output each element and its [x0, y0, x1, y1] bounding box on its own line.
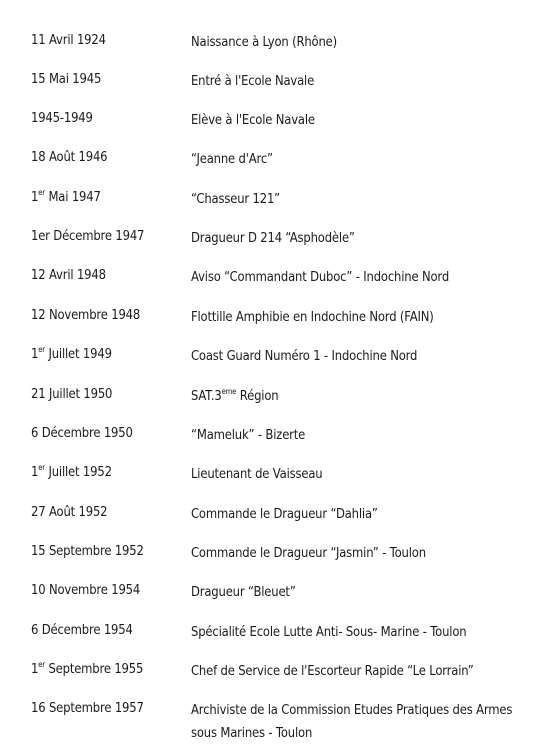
entry-date: 27 Août 1952 — [31, 504, 108, 520]
entry-date: 15 Mai 1945 — [31, 71, 102, 87]
entry-event: Aviso “Commandant Duboc” - Indochine Nord — [191, 269, 450, 285]
entry-date: 10 Novembre 1954 — [31, 582, 141, 598]
date-rest: Juillet 1949 — [44, 346, 112, 362]
date-day: 1 — [31, 661, 39, 677]
entry-event: Chef de Service de l'Escorteur Rapide “Le Lorrain” — [191, 663, 474, 679]
entry-event: Naissance à Lyon (Rhône) — [191, 34, 338, 50]
entry-date — [31, 345, 112, 363]
entry-event: Dragueur D 214 “Asphodèle” — [191, 230, 355, 246]
date-rest: Juillet 1952 — [44, 464, 112, 480]
entry-event: “Chasseur 121” — [191, 191, 281, 207]
entry-date: 21 Juillet 1950 — [31, 386, 113, 402]
entry-date: 11 Avril 1924 — [31, 32, 106, 48]
entry-event — [191, 385, 539, 408]
entry-date: 1er Décembre 1947 — [31, 228, 145, 244]
event-line: Archiviste de la Commission Etudes Pratiques des Armes — [191, 702, 513, 718]
entry-date — [31, 660, 143, 678]
date-ordinal-suffix: er — [38, 187, 45, 197]
entry-event: Entré à l'Ecole Navale — [191, 73, 315, 89]
entry-date: 16 Septembre 1957 — [31, 700, 144, 716]
date-rest: Septembre 1955 — [44, 661, 144, 677]
entry-date — [31, 188, 101, 206]
entry-date: 15 Septembre 1952 — [31, 543, 144, 559]
event-text: SAT.3 — [191, 388, 222, 404]
entry-event: Spécialité Ecole Lutte Anti- Sous- Marine - Toulon — [191, 624, 467, 640]
event-ordinal-suffix: eme — [221, 386, 237, 396]
entry-date: 6 Décembre 1950 — [31, 425, 133, 441]
entry-event: Flottille Amphibie en Indochine Nord (FAIN) — [191, 309, 434, 325]
entry-date — [31, 463, 112, 481]
entry-event: Lieutenant de Vaisseau — [191, 466, 323, 482]
entry-date: 1945-1949 — [31, 110, 93, 126]
entry-date: 6 Décembre 1954 — [31, 622, 133, 638]
date-rest: Mai 1947 — [44, 189, 101, 205]
entry-event: Coast Guard Numéro 1 - Indochine Nord — [191, 348, 418, 364]
date-ordinal-suffix: er — [38, 659, 45, 669]
entry-date: 12 Avril 1948 — [31, 267, 106, 283]
date-ordinal-suffix: er — [38, 344, 45, 354]
entry-event — [191, 699, 539, 745]
event-text: Région — [236, 388, 279, 404]
entry-event: “Mameluk” - Bizerte — [191, 427, 306, 443]
entry-date: 12 Novembre 1948 — [31, 307, 141, 323]
date-ordinal-suffix: er — [38, 462, 45, 472]
date-day: 1 — [31, 346, 39, 362]
entry-event: Commande le Dragueur “Jasmin” - Toulon — [191, 545, 426, 561]
entry-event: Commande le Dragueur “Dahlia” — [191, 506, 378, 522]
entry-event: Elève à l'Ecole Navale — [191, 112, 315, 128]
entry-date: 18 Août 1946 — [31, 149, 108, 165]
date-day: 1 — [31, 464, 39, 480]
entry-event: “Jeanne d'Arc” — [191, 151, 273, 167]
event-line: sous Marines - Toulon — [191, 725, 313, 741]
entry-event: Dragueur “Bleuet” — [191, 584, 296, 600]
date-day: 1 — [31, 189, 39, 205]
